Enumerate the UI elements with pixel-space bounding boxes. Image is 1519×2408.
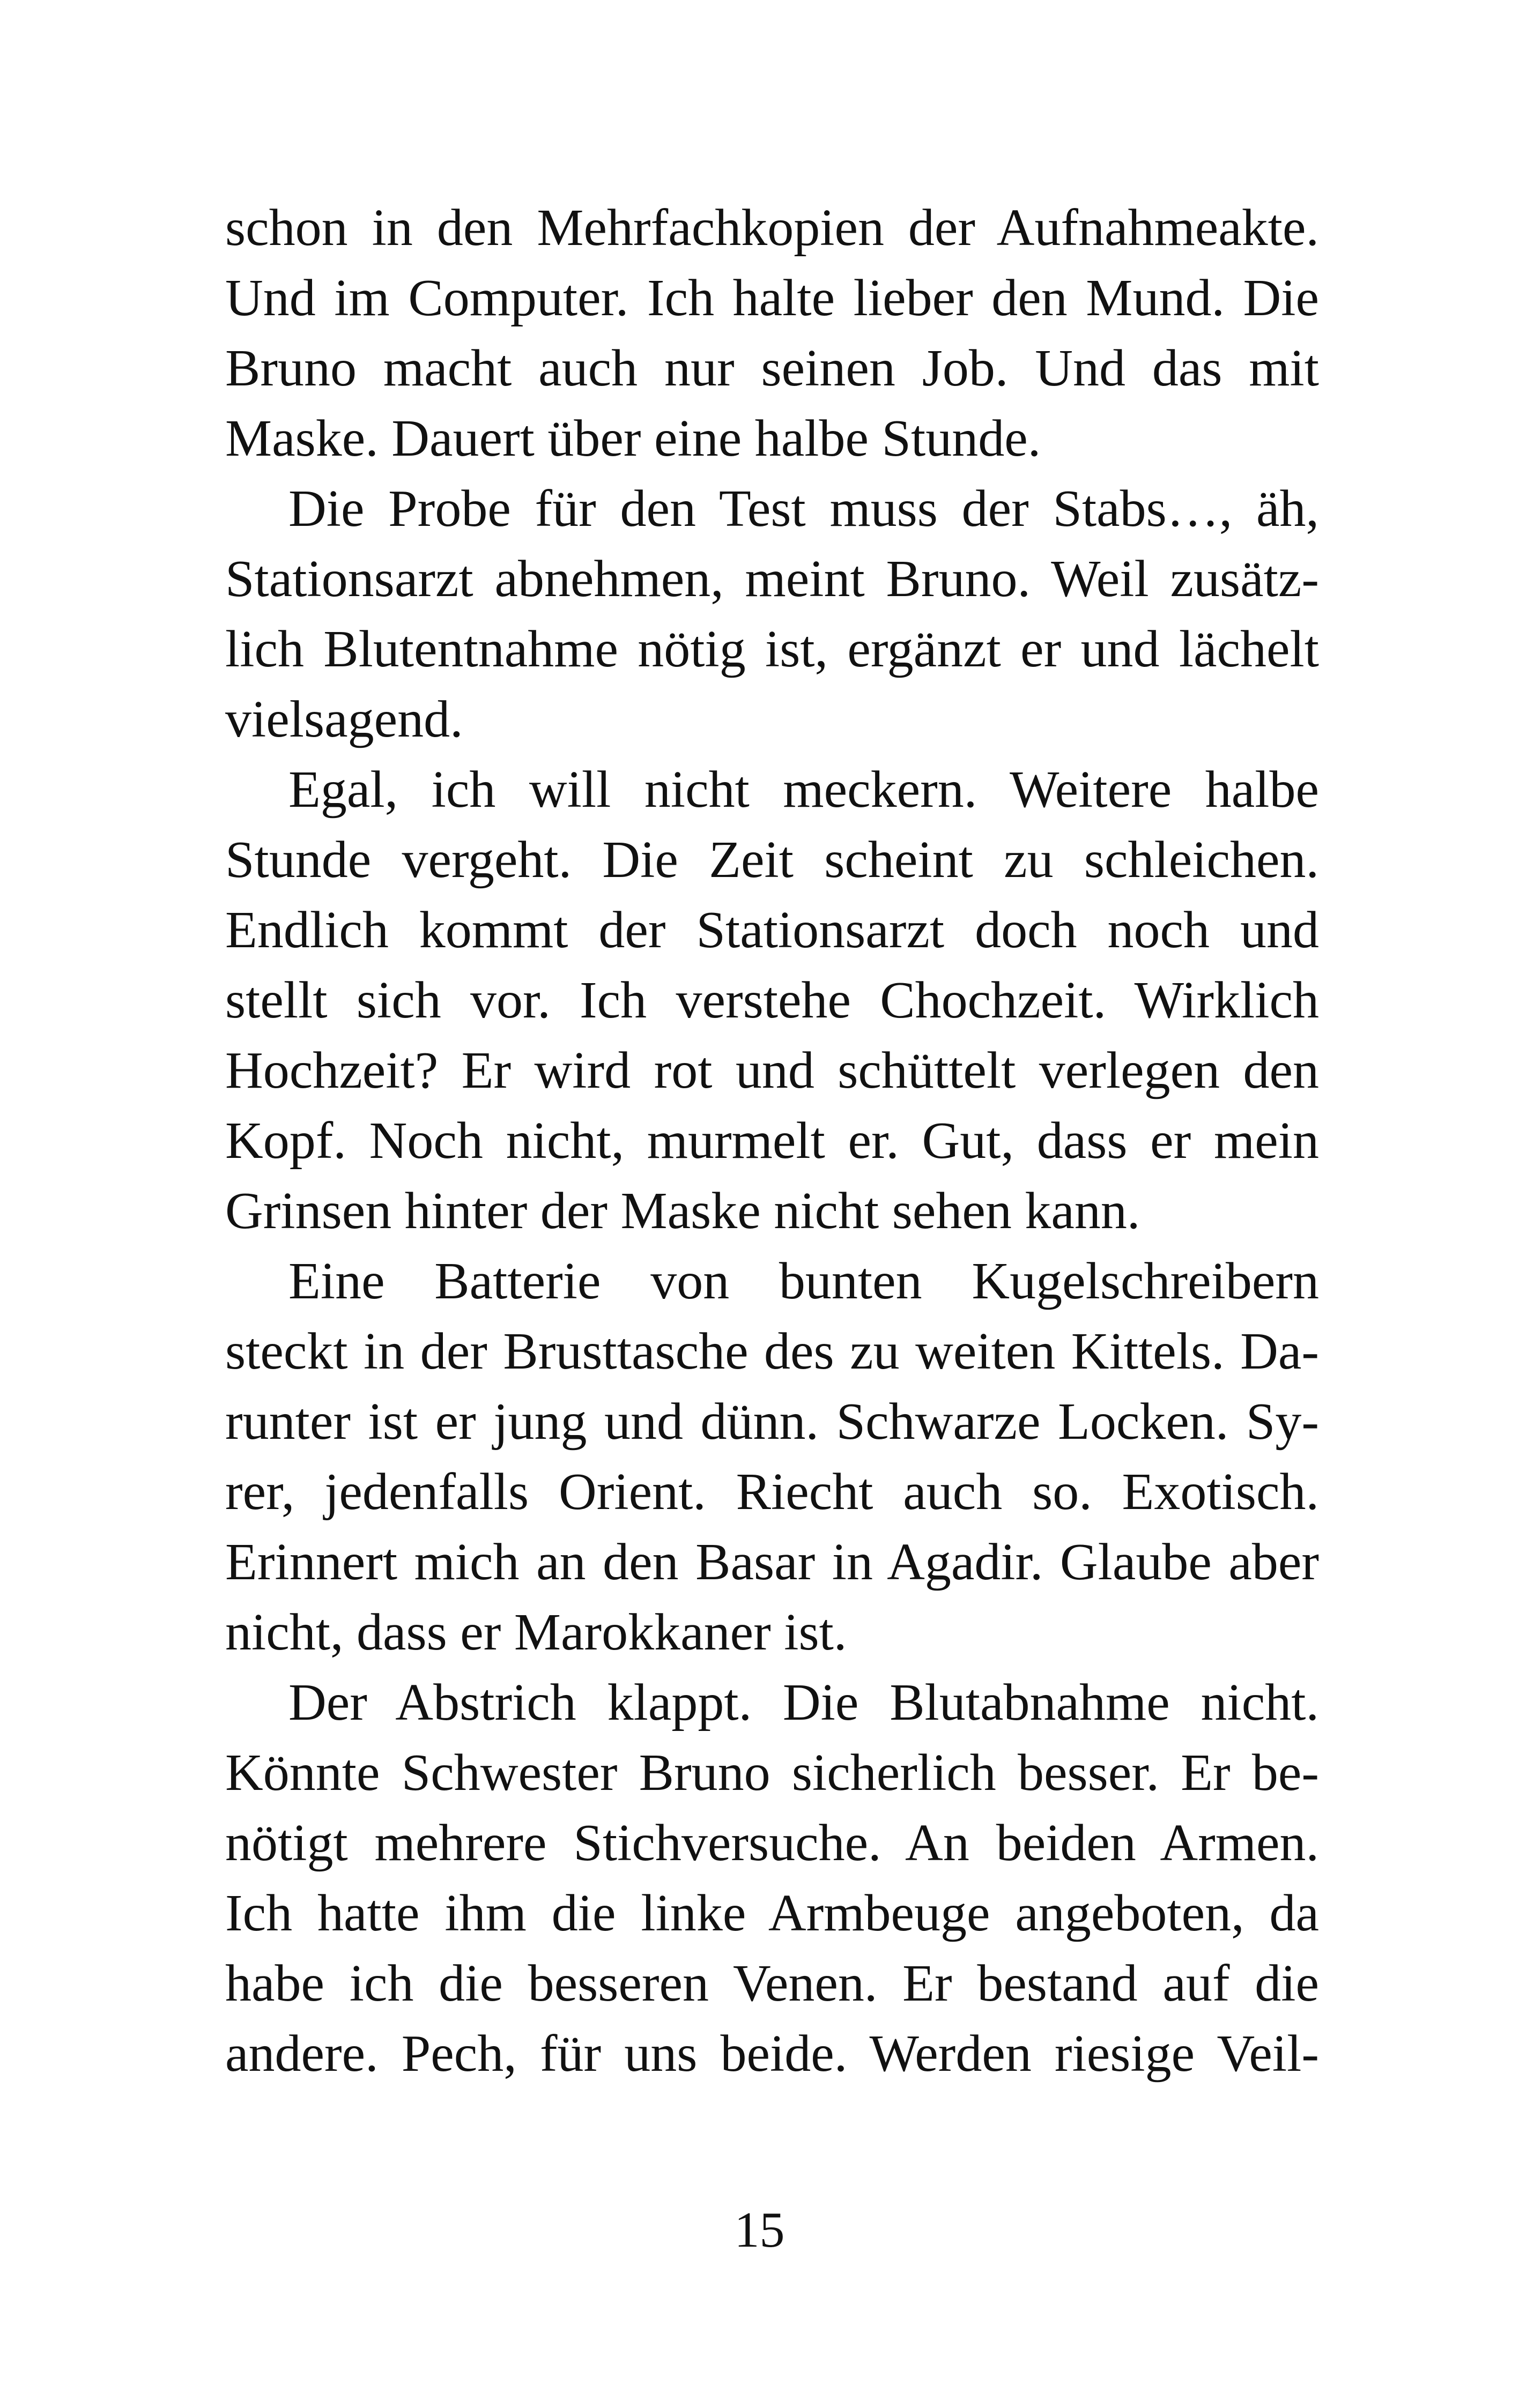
text-line: schon in den Mehrfachkopien der Aufnahmeakte.: [225, 199, 1319, 257]
page-number: 15: [734, 2202, 785, 2258]
paragraph: [225, 474, 1319, 755]
text-line: Erinnert mich an den Basar in Agadir. Glaube aber: [225, 1533, 1319, 1591]
paragraph: [225, 1246, 1319, 1668]
text-line: vielsagend.: [225, 690, 463, 748]
text-line: Stationsarzt abnehmen, meint Bruno. Weil zusätz-: [225, 550, 1319, 608]
text-line: habe ich die besseren Venen. Er bestand auf die: [225, 1954, 1319, 2012]
text-line: runter ist er jung und dünn. Schwarze Locken. Sy-: [225, 1393, 1319, 1451]
paragraph: [225, 755, 1319, 1246]
text-line: Grinsen hinter der Maske nicht sehen kann.: [225, 1182, 1140, 1240]
text-line: Ich hatte ihm die linke Armbeuge angeboten, da: [225, 1884, 1319, 1942]
text-line: Bruno macht auch nur seinen Job. Und das mit: [225, 339, 1319, 397]
text-line: andere. Pech, für uns beide. Werden riesige Veil-: [225, 2025, 1319, 2083]
text-line: Könnte Schwester Bruno sicherlich besser. Er be-: [225, 1744, 1319, 1802]
text-line: Eine Batterie von bunten Kugelschreibern: [288, 1252, 1319, 1310]
text-line: Der Abstrich klappt. Die Blutabnahme nicht.: [288, 1674, 1319, 1731]
text-line: stellt sich vor. Ich verstehe Chochzeit. Wirklich: [225, 971, 1319, 1029]
text-line: steckt in der Brusttasche des zu weiten Kittels. Da-: [225, 1322, 1319, 1380]
text-line: nicht, dass er Marokkaner ist.: [225, 1603, 847, 1661]
text-line: lich Blutentnahme nötig ist, ergänzt er und lächelt: [225, 620, 1319, 678]
text-line: Egal, ich will nicht meckern. Weitere halbe: [288, 761, 1319, 819]
text-line: Die Probe für den Test muss der Stabs…, äh,: [288, 480, 1319, 538]
text-line: Stunde vergeht. Die Zeit scheint zu schleichen.: [225, 831, 1319, 889]
text-line: rer, jedenfalls Orient. Riecht auch so. Exotisch.: [225, 1463, 1319, 1521]
body-text: [225, 193, 1319, 2089]
text-line: Hochzeit? Er wird rot und schüttelt verlegen den: [225, 1042, 1319, 1099]
text-line: Kopf. Noch nicht, murmelt er. Gut, dass er mein: [225, 1112, 1319, 1170]
paragraph: [225, 1668, 1319, 2089]
text-line: Maske. Dauert über eine halbe Stunde.: [225, 410, 1041, 467]
text-line: nötigt mehrere Stichversuche. An beiden Armen.: [225, 1814, 1319, 1872]
paragraph: [225, 193, 1319, 474]
text-line: Und im Computer. Ich halte lieber den Mund. Die: [225, 269, 1319, 327]
text-line: Endlich kommt der Stationsarzt doch noch und: [225, 901, 1319, 959]
